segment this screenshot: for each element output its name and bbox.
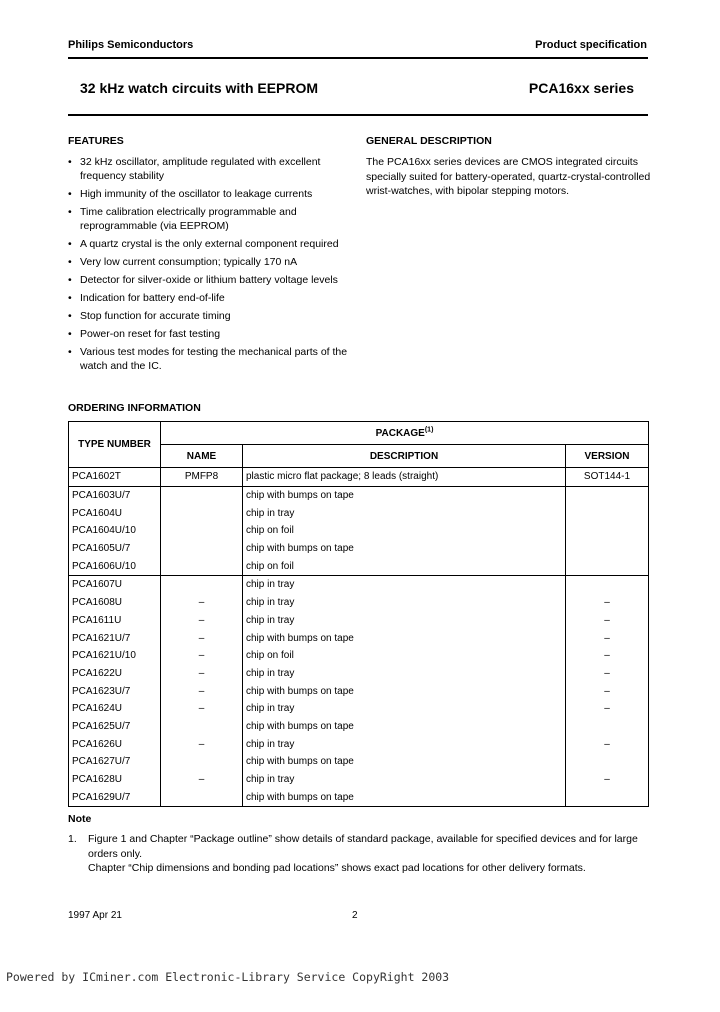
cell-type-number: PCA1611U (69, 612, 161, 630)
cell-version (566, 576, 649, 594)
cell-package-name: – (161, 612, 243, 630)
table-row (69, 612, 649, 630)
cell-type-number: PCA1622U (69, 665, 161, 683)
cell-description: chip in tray (243, 771, 566, 789)
cell-package-name (161, 540, 243, 558)
cell-description: chip with bumps on tape (243, 788, 566, 806)
cell-type-number: PCA1603U/7 (69, 486, 161, 504)
cell-package-name: – (161, 700, 243, 718)
col-header-name: NAME (161, 445, 243, 468)
cell-version: – (566, 612, 649, 630)
cell-version: – (566, 665, 649, 683)
note-line-2: Chapter “Chip dimensions and bonding pad locations” shows exact pad locations for other delivery formats. (88, 862, 586, 874)
cell-version: – (566, 647, 649, 665)
footer-date: 1997 Apr 21 (68, 910, 122, 921)
cell-description: chip with bumps on tape (243, 486, 566, 504)
cell-package-name: PMFP8 (161, 468, 243, 487)
cell-package-name (161, 557, 243, 575)
table-row (69, 504, 649, 522)
cell-type-number: PCA1621U/10 (69, 647, 161, 665)
col-header-version: VERSION (566, 445, 649, 468)
cell-type-number: PCA1602T (69, 468, 161, 487)
cell-type-number: PCA1604U (69, 504, 161, 522)
table-row (69, 540, 649, 558)
cell-package-name (161, 753, 243, 771)
header-doc-type: Product specification (535, 39, 647, 51)
cell-description: plastic micro flat package; 8 leads (straight) (243, 468, 566, 487)
feature-item: • Various test modes for testing the mechanical parts of the watch and the IC. (68, 345, 353, 373)
features-list (68, 155, 353, 377)
cell-version: – (566, 771, 649, 789)
feature-item: • Power-on reset for fast testing (68, 327, 353, 341)
feature-item: • Very low current consumption; typically 170 nA (68, 255, 353, 269)
cell-type-number: PCA1629U/7 (69, 788, 161, 806)
note-1 (68, 832, 648, 876)
feature-item: • A quartz crystal is the only external component required (68, 237, 353, 251)
title-rule (68, 114, 648, 116)
table-row (69, 700, 649, 718)
cell-package-name (161, 718, 243, 736)
cell-package-name (161, 576, 243, 594)
table-row (69, 486, 649, 504)
cell-version (566, 522, 649, 540)
cell-description: chip in tray (243, 576, 566, 594)
cell-type-number: PCA1604U/10 (69, 522, 161, 540)
cell-version: – (566, 594, 649, 612)
cell-package-name: – (161, 771, 243, 789)
cell-type-number: PCA1607U (69, 576, 161, 594)
cell-description: chip in tray (243, 504, 566, 522)
cell-version (566, 718, 649, 736)
feature-item: • Detector for silver-oxide or lithium battery voltage levels (68, 273, 353, 287)
cell-description: chip with bumps on tape (243, 540, 566, 558)
note-line-1: Figure 1 and Chapter “Package outline” show details of standard package, available for specified devices and for large orders only. (88, 833, 638, 860)
cell-version (566, 486, 649, 504)
cell-version (566, 540, 649, 558)
cell-package-name (161, 522, 243, 540)
cell-package-name: – (161, 647, 243, 665)
cell-type-number: PCA1621U/7 (69, 629, 161, 647)
features-heading: FEATURES (68, 135, 124, 147)
cell-description: chip with bumps on tape (243, 629, 566, 647)
watermark-text: Powered by ICminer.com Electronic-Library Service CopyRight 2003 (6, 970, 450, 984)
cell-version (566, 753, 649, 771)
cell-version: – (566, 735, 649, 753)
feature-item: • Time calibration electrically programmable and reprogrammable (via EEPROM) (68, 205, 353, 233)
footer-page-number: 2 (352, 910, 358, 921)
col-header-package (161, 422, 649, 445)
cell-package-name: – (161, 682, 243, 700)
ordering-table (68, 421, 649, 807)
cell-type-number: PCA1608U (69, 594, 161, 612)
feature-item: • 32 kHz oscillator, amplitude regulated with excellent frequency stability (68, 155, 353, 183)
cell-version (566, 788, 649, 806)
table-row (69, 468, 649, 487)
cell-version: – (566, 700, 649, 718)
table-row (69, 629, 649, 647)
table-row (69, 647, 649, 665)
cell-package-name: – (161, 594, 243, 612)
cell-package-name: – (161, 735, 243, 753)
general-description-text: The PCA16xx series devices are CMOS integrated circuits specially suited for battery-operated, quartz-crystal-controlled wrist-watches, with bipolar stepping motors. (366, 156, 651, 197)
cell-description: chip in tray (243, 612, 566, 630)
feature-item: • Indication for battery end-of-life (68, 291, 353, 305)
cell-description: chip on foil (243, 647, 566, 665)
general-description-heading: GENERAL DESCRIPTION (366, 135, 492, 147)
note-heading: Note (68, 813, 92, 825)
series-title: PCA16xx series (528, 80, 634, 96)
cell-package-name (161, 504, 243, 522)
cell-version (566, 557, 649, 575)
note-number: 1. (68, 833, 77, 845)
table-row (69, 718, 649, 736)
cell-version: – (566, 682, 649, 700)
cell-type-number: PCA1625U/7 (69, 718, 161, 736)
cell-package-name: – (161, 629, 243, 647)
cell-type-number: PCA1623U/7 (69, 682, 161, 700)
cell-type-number: PCA1627U/7 (69, 753, 161, 771)
document-title: 32 kHz watch circuits with EEPROM (80, 80, 319, 96)
cell-type-number: PCA1624U (69, 700, 161, 718)
feature-item: • Stop function for accurate timing (68, 309, 353, 323)
cell-type-number: PCA1605U/7 (69, 540, 161, 558)
cell-type-number: PCA1606U/10 (69, 557, 161, 575)
ordering-heading: ORDERING INFORMATION (68, 402, 201, 414)
cell-description: chip with bumps on tape (243, 718, 566, 736)
header-rule (68, 57, 648, 59)
cell-type-number: PCA1626U (69, 735, 161, 753)
package-note-ref: (1) (424, 426, 434, 434)
table-row (69, 735, 649, 753)
table-row (69, 665, 649, 683)
cell-description: chip on foil (243, 557, 566, 575)
cell-type-number: PCA1628U (69, 771, 161, 789)
cell-version: – (566, 629, 649, 647)
cell-description: chip with bumps on tape (243, 753, 566, 771)
table-row (69, 771, 649, 789)
table-row (69, 682, 649, 700)
cell-description: chip in tray (243, 594, 566, 612)
cell-description: chip in tray (243, 735, 566, 753)
table-row (69, 576, 649, 594)
cell-description: chip on foil (243, 522, 566, 540)
package-label: PACKAGE (375, 427, 425, 439)
cell-description: chip in tray (243, 665, 566, 683)
cell-version (566, 504, 649, 522)
cell-version: SOT144-1 (566, 468, 649, 487)
cell-description: chip in tray (243, 700, 566, 718)
ordering-table-body (69, 468, 649, 807)
cell-description: chip with bumps on tape (243, 682, 566, 700)
table-row (69, 594, 649, 612)
table-row (69, 788, 649, 806)
header-company: Philips Semiconductors (68, 39, 194, 51)
table-row (69, 557, 649, 575)
feature-item: • High immunity of the oscillator to leakage currents (68, 187, 353, 201)
col-header-type-number: TYPE NUMBER (69, 422, 161, 468)
col-header-description: DESCRIPTION (243, 445, 566, 468)
table-row (69, 522, 649, 540)
cell-package-name (161, 486, 243, 504)
table-row (69, 753, 649, 771)
cell-package-name: – (161, 665, 243, 683)
cell-package-name (161, 788, 243, 806)
